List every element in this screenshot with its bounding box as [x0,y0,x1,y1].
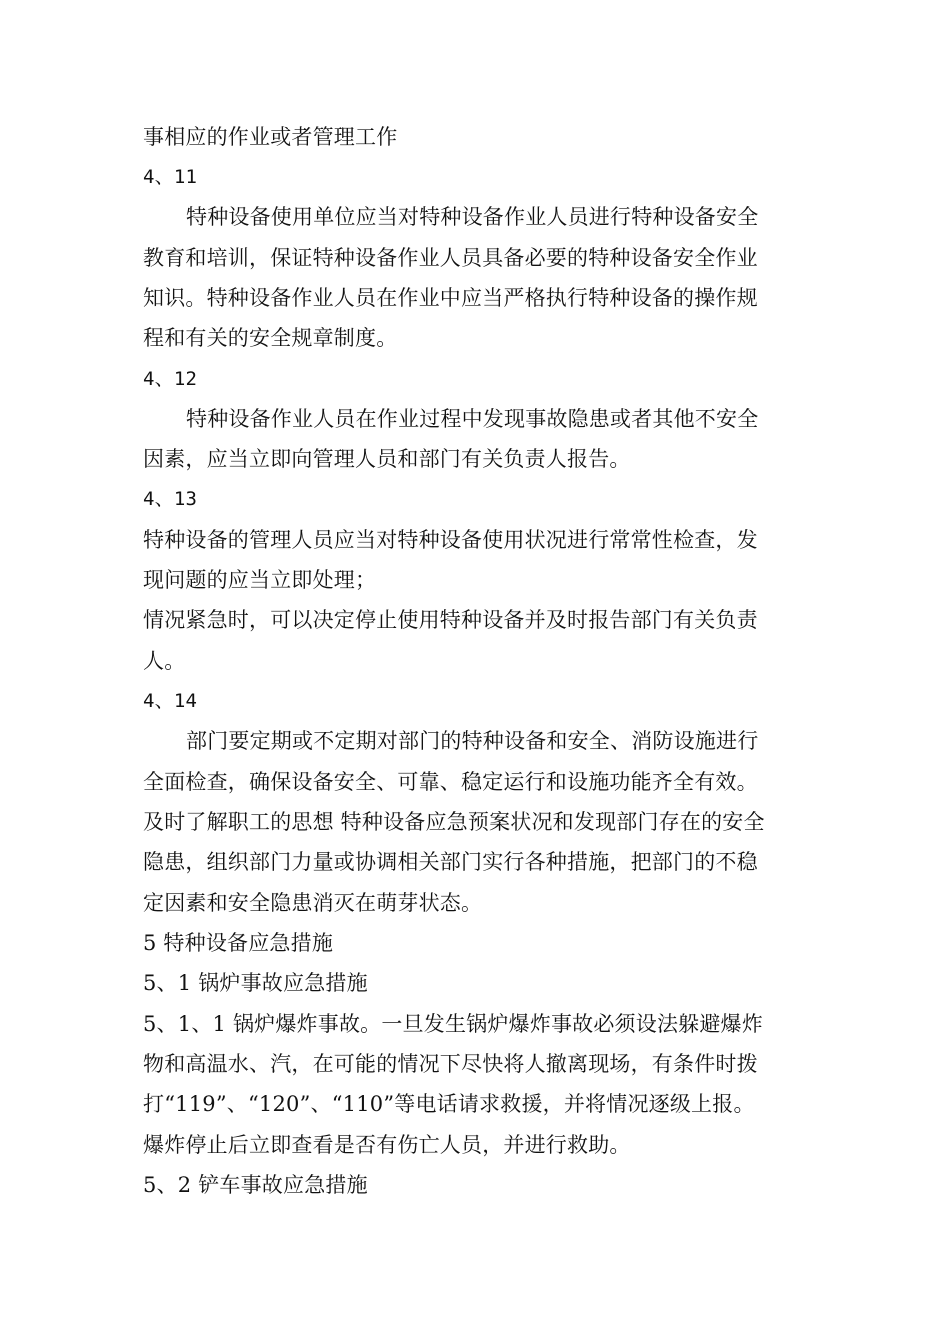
body-text-line: 爆炸停止后立即查看是否有伤亡人员，并进行救助。 [143,1133,631,1157]
body-text-line: 物和高温水、汽，在可能的情况下尽快将人撤离现场，有条件时拨 [143,1052,758,1076]
body-text-line: 隐患，组织部门力量或协调相关部门实行各种措施，把部门的不稳 [143,850,758,874]
body-text-line: 定因素和安全隐患消灭在萌芽状态。 [143,891,483,915]
subsection-heading: 5、1 锅炉事故应急措施 [143,971,368,995]
body-text-line: 因素，应当立即向管理人员和部门有关负责人报告。 [143,447,631,471]
body-text-line: 人。 [143,649,186,673]
paragraph-start: 特种设备使用单位应当对特种设备作业人员进行特种设备安全 [186,205,759,229]
section-number: 4、11 [143,166,198,188]
body-text-line: 情况紧急时，可以决定停止使用特种设备并及时报告部门有关负责 [143,608,758,632]
body-text-line: 打“119”、“120”、“110”等电话请求救援，并将情况逐级上报。 [143,1092,755,1116]
paragraph-start: 特种设备作业人员在作业过程中发现事故隐患或者其他不安全 [186,407,759,431]
section-number: 4、13 [143,488,198,510]
section-number: 4、14 [143,690,198,712]
body-text-line: 特种设备的管理人员应当对特种设备使用状况进行常常性检查，发 [143,528,758,552]
body-text-line: 全面检查，确保设备安全、可靠、稳定运行和设施功能齐全有效。 [143,770,758,794]
body-text-line: 现问题的应当立即处理； [143,568,377,592]
subsection-heading: 5、2 铲车事故应急措施 [143,1173,368,1197]
body-text-line: 知识。特种设备作业人员在作业中应当严格执行特种设备的操作规 [143,286,758,310]
body-text-line: 教育和培训，保证特种设备作业人员具备必要的特种设备安全作业 [143,246,758,270]
section-heading: 5 特种设备应急措施 [143,931,334,955]
body-text-line: 及时了解职工的思想 特种设备应急预案状况和发现部门存在的安全 [143,810,765,834]
body-text-line: 事相应的作业或者管理工作 [143,125,398,149]
body-text-line: 5、1、1 锅炉爆炸事故。一旦发生锅炉爆炸事故必须设法躲避爆炸 [143,1012,763,1036]
body-text-line: 程和有关的安全规章制度。 [143,326,398,350]
paragraph-start: 部门要定期或不定期对部门的特种设备和安全、消防设施进行 [186,729,759,753]
section-number: 4、12 [143,368,198,390]
